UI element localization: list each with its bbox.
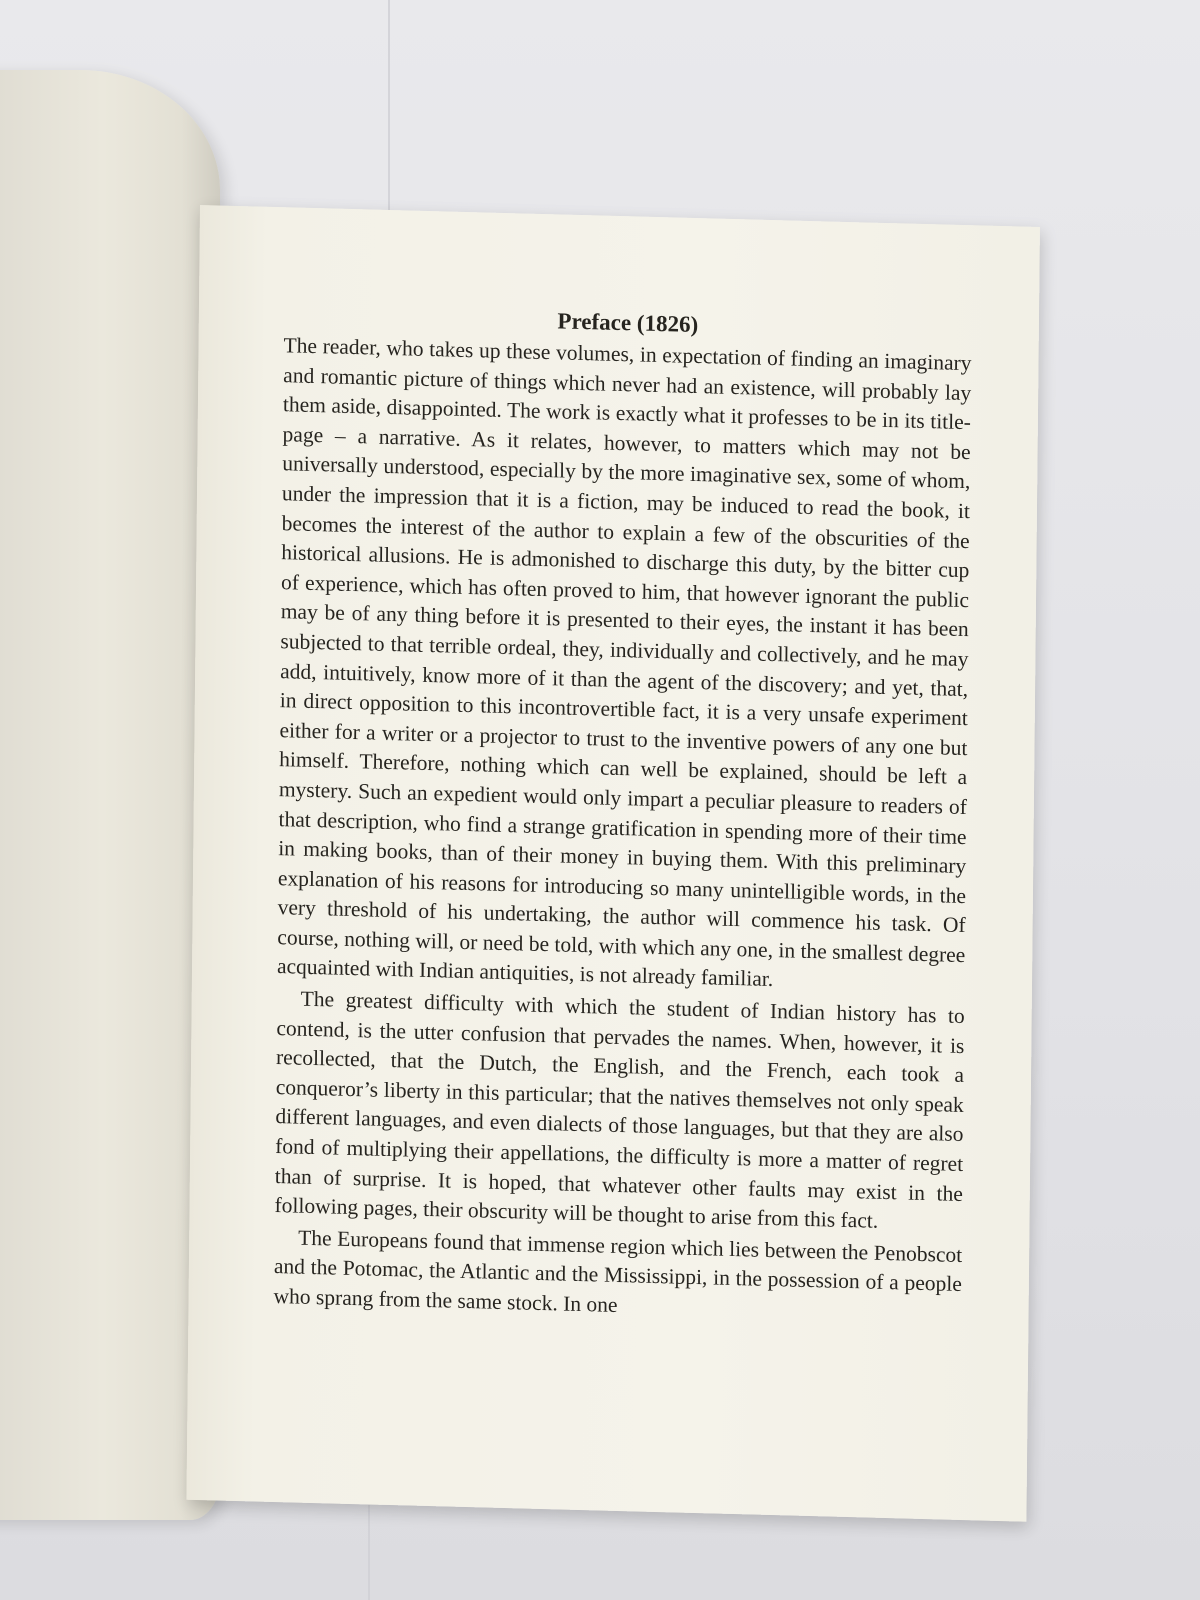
paragraph-1: The reader, who takes up these volumes, in expectation of finding an imaginary and romantic picture of things which never had an existence, will probably lay them aside, disappointed. The work is exactly what it professes to be in its title-page – a narrative. As it relates, however, to matters which may not be universally understood, especially by the more imaginative sex, some of whom, under the impression that it is a fiction, may be induced to read the book, it becomes the interest of the author to explain a few of the obscurities of the historical allusions. He is admonished to discharge this duty, by the bitter cup of experience, which has often proved to him, that however ignorant the public may be of any thing before it is presented to their eyes, the instant it has been subjected to that terrible ordeal, they, individually and collectively, and he may add, intuitively, know more of it than the agent of the discovery; and yet, that, in direct opposition to this incontrovertible fact, it is a very unsafe experiment either for a writer or a projector to trust to the inventive powers of any one but himself. Therefore, nothing which can well be explained, should be left a mystery. Such an expedient would only impart a peculiar pleasure to readers of that description, who find a strange gratification in spending more of their time in making books, than of their money in buying them. With this preliminary explanation of his reasons for introducing so many unintelligible words, in the very threshold of his undertaking, the author will commence his task. Of course, nothing will, or need be told, with which any one, in the smallest degree acquainted with Indian antiquities, is not already familiar. (276, 333, 972, 992)
page-title: Preface (1826) (557, 308, 699, 338)
right-page (186, 205, 1040, 1522)
table-seam (388, 0, 390, 210)
page-text-block (273, 299, 972, 1329)
table-seam-lower (368, 1505, 370, 1600)
paragraph-2: The greatest difficulty with which the student of Indian history has to contend, is the utter confusion that pervades the names. When, however, it is recollected, that the Dutch, the English, and the French, each took a conqueror’s liberty in this particular; that the natives themselves not only speak different languages, and even dialects of those languages, but that they are also fond of multiplying their appellations, the difficulty is more a matter of regret than of surprise. It is hoped, that whatever other faults may exist in the following pages, their obscurity will be thought to arise from this fact. (274, 986, 965, 1234)
left-page (0, 70, 220, 1520)
paragraph-3: The Europeans found that immense region which lies between the Penobscot and the Potomac, the Atlantic and the Mississippi, in the possession of a people who sprang from the same stock. In one (273, 1225, 963, 1317)
